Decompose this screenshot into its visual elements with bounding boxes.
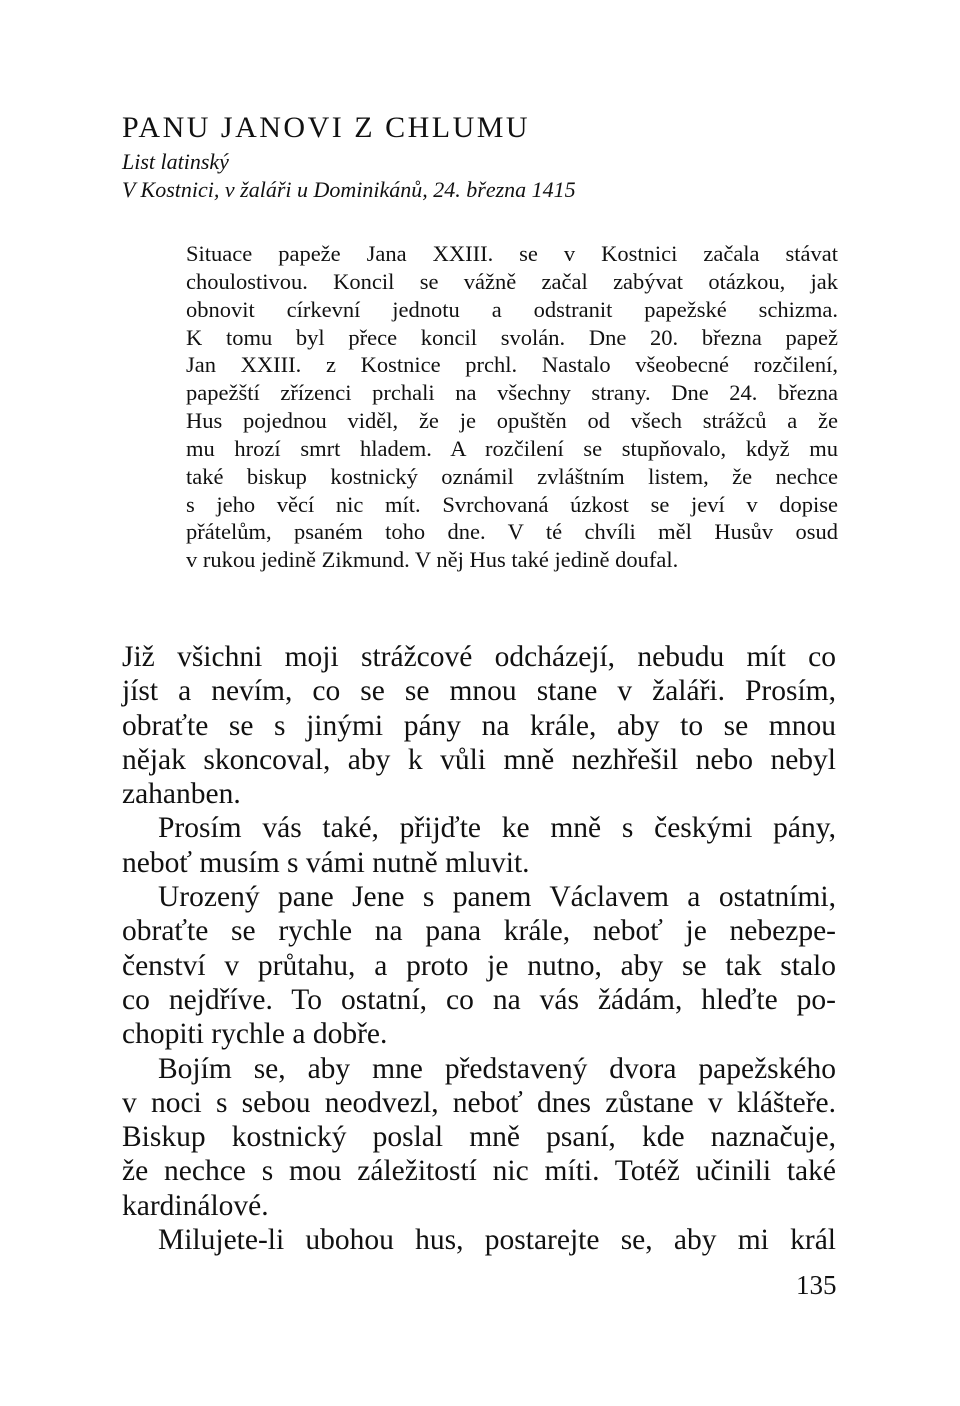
intro-line: K tomu byl přece koncil svolán. Dne 20. března papež: [186, 324, 838, 350]
intro-line: také biskup kostnický oznámil zvláštním listem, že nechce: [186, 463, 838, 489]
letter-line: chopiti rychle a dobře.: [122, 1018, 388, 1051]
letter-line: čenství v průtahu, a proto je nutno, aby se tak stalo: [122, 949, 836, 982]
intro-line: v rukou jedině Zikmund. V něj Hus také jedině doufal.: [186, 547, 679, 573]
intro-line: Situace papeže Jana XXIII. se v Kostnici začala stávat: [186, 241, 838, 266]
intro-line: obnovit církevní jednotu a odstranit papežské schizma.: [186, 296, 838, 322]
letter-title: PANU JANOVI Z CHLUMU: [122, 111, 531, 144]
editorial-introduction: [186, 240, 838, 574]
intro-line: s jeho věcí nic mít. Svrchovaná úzkost se jeví v dopise: [186, 491, 838, 517]
intro-line: papežští zřízenci prchali na všechny strany. Dne 24. března: [186, 380, 838, 406]
page-number: 135: [796, 1270, 837, 1300]
letter-line: co nejdříve. To ostatní, co na vás žádám, hleďte po-: [122, 983, 836, 1016]
letter-line: obraťte se s jinými pány na krále, aby to se mnou: [122, 709, 836, 742]
letter-line: v noci s sebou neodvezl, neboť dnes zůstane v klášteře.: [122, 1086, 836, 1119]
letter-line: že nechce s mou záležitostí nic míti. Totéž učinili také: [122, 1155, 836, 1188]
intro-line: přátelům, psaném toho dne. V té chvíli měl Husův osud: [186, 519, 838, 545]
letter-body: [122, 640, 836, 1257]
letter-line: Biskup kostnický poslal mně psaní, kde naznačuje,: [122, 1121, 836, 1154]
letter-line: kardinálové.: [122, 1189, 269, 1222]
letter-line: Milujete-li ubohou hus, postarejte se, aby mi král: [158, 1224, 836, 1257]
letter-line: Prosím vás také, přijďte ke mně s českými pány,: [158, 812, 836, 845]
letter-line: Urozený pane Jene s panem Václavem a ostatními,: [158, 881, 836, 914]
letter-line: zahanben.: [122, 778, 241, 811]
intro-line: Jan XXIII. z Kostnice prchl. Nastalo všeobecné rozčilení,: [186, 352, 838, 378]
letter-line: nějak skoncoval, aby k vůli mně nezhřešil nebo nebyl: [122, 743, 836, 776]
intro-line: choulostivou. Koncil se vážně začal zabývat otázkou, jak: [186, 268, 838, 294]
letter-line: Již všichni moji strážcové odcházejí, nebudu mít co: [122, 641, 836, 673]
intro-line: mu hrozí smrt hladem. A rozčilení se stupňovalo, když mu: [186, 435, 838, 461]
letter-line: Bojím se, aby mne představený dvora papežského: [158, 1052, 836, 1085]
letter-line: obraťte se rychle na pana krále, neboť je nebezpe-: [122, 915, 836, 948]
letter-line: neboť musím s vámi nutně mluvit.: [122, 846, 530, 879]
letter-language-note: List latinský: [122, 149, 229, 174]
letter-line: jíst a nevím, co se se mnou stane v žaláři. Prosím,: [122, 675, 836, 708]
intro-line: Hus pojednou viděl, že je opuštěn od všech strážců a že: [186, 408, 838, 434]
letter-place-date: V Kostnici, v žaláři u Dominikánů, 24. března 1415: [122, 177, 576, 202]
